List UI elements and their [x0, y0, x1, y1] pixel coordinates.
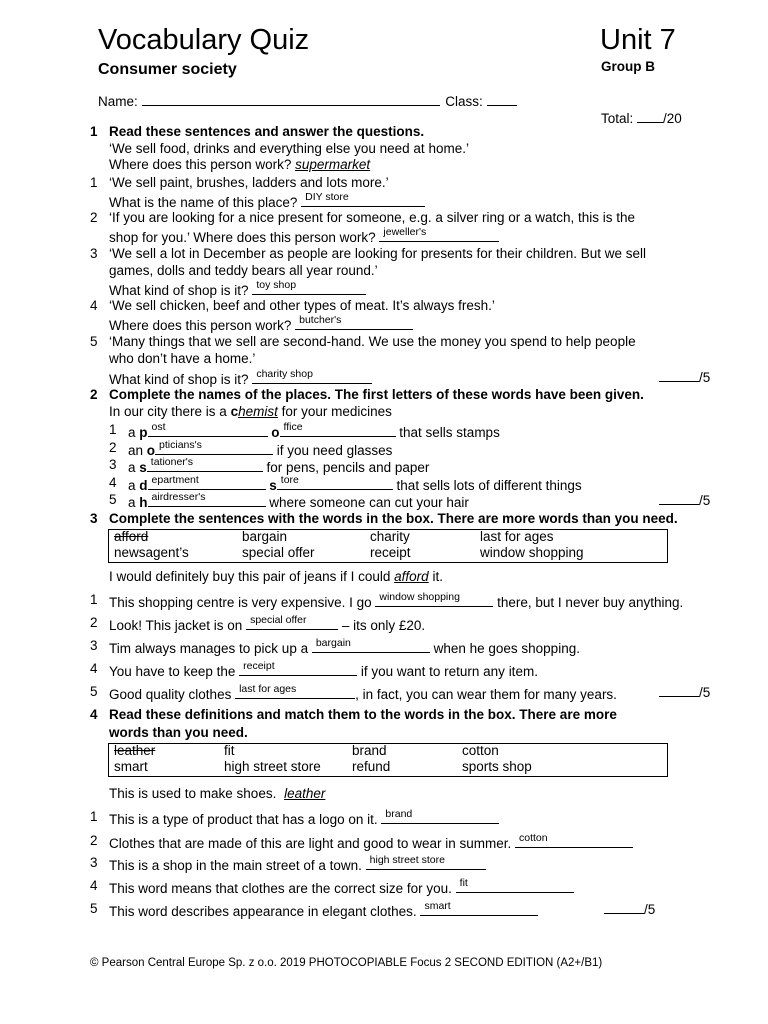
section-instruction: Read these sentences and answer the questions.	[109, 124, 425, 139]
example-pre: In our city there is a	[109, 404, 231, 419]
example-sentence	[109, 786, 325, 801]
item-number: 4	[90, 298, 98, 313]
item-sentence	[109, 855, 486, 873]
box-word: last for ages	[480, 529, 554, 544]
item-question	[109, 280, 366, 298]
box-word: bargain	[242, 529, 288, 544]
answer-field[interactable]	[246, 615, 338, 630]
item-number: 1	[90, 592, 98, 607]
item-sentence	[109, 615, 425, 633]
answer-field[interactable]	[148, 422, 268, 437]
item-number: 4	[109, 475, 117, 490]
footer-copyright: © Pearson Central Europe Sp. z o.o. 2019 PHOTOCOPIABLE Focus 2 SECOND EDITION (A2+/B1)	[90, 957, 603, 969]
item-number: 2	[90, 833, 98, 848]
score-max: /5	[644, 902, 656, 917]
box-word: leather	[114, 743, 156, 758]
item-post: if you want to return any item.	[357, 664, 538, 679]
item-pre: a	[128, 495, 140, 510]
item-pre: You have to keep the	[109, 664, 240, 679]
answer-text: cotton	[518, 832, 548, 844]
answer-text: pticians's	[159, 439, 202, 451]
item-sentence	[109, 661, 538, 679]
item-number: 4	[90, 878, 98, 893]
section-instruction: Complete the sentences with the words in the box. There are more words than you need.	[109, 511, 678, 526]
answer-field[interactable]	[277, 475, 393, 490]
answer-text: high street store	[369, 854, 445, 866]
answer-text: ost	[151, 421, 166, 433]
item-post: that sells stamps	[395, 425, 500, 440]
item-pre: a	[128, 425, 140, 440]
quiz-title: Vocabulary Quiz	[98, 24, 310, 56]
example-question	[109, 157, 370, 172]
item-sentence	[109, 684, 617, 702]
box-word: afford	[114, 529, 149, 544]
item-pre: Good quality clothes	[109, 687, 236, 702]
box-word: sports shop	[462, 759, 532, 774]
total-blank[interactable]	[637, 110, 663, 123]
first-letter: d	[139, 478, 148, 493]
section-instruction-cont: words than you need.	[109, 725, 248, 740]
answer-text: smart	[424, 900, 451, 912]
item-question	[109, 315, 413, 333]
item-sentence	[109, 833, 633, 851]
answer-field[interactable]	[375, 592, 493, 607]
example-sentence	[109, 404, 392, 419]
total-label: Total:	[601, 111, 634, 126]
answer-field[interactable]	[147, 457, 263, 472]
answer-field[interactable]	[148, 492, 266, 507]
item-post: for pens, pencils and paper	[262, 460, 430, 475]
example-answer: supermarket	[295, 157, 371, 172]
box-word: high street store	[224, 759, 321, 774]
class-blank[interactable]	[487, 93, 517, 106]
item-number: 1	[90, 809, 98, 824]
class-label: Class:	[445, 94, 483, 109]
first-letter: h	[139, 495, 148, 510]
item-number: 5	[90, 334, 98, 349]
item-pre: an	[128, 443, 147, 458]
answer-field[interactable]	[381, 809, 499, 824]
answer-text: airdresser's	[151, 491, 206, 503]
answer-field[interactable]	[301, 192, 425, 207]
item-number: 2	[109, 440, 117, 455]
item-sentence	[109, 809, 499, 827]
score-blank[interactable]	[659, 684, 699, 697]
example-post: for your medicines	[277, 404, 392, 419]
answer-field[interactable]	[366, 855, 486, 870]
example-answer: afford	[394, 569, 429, 584]
example-question-text: Where does this person work?	[109, 157, 292, 172]
item-quote: ‘We sell chicken, beef and other types of meat. It’s always fresh.’	[109, 298, 495, 313]
item-pre: a	[128, 478, 140, 493]
example-pre: This is used to make shoes.	[109, 786, 277, 801]
example-answer: leather	[284, 786, 326, 801]
section-score	[659, 369, 710, 385]
item-pre: a	[128, 460, 140, 475]
answer-text: epartment	[151, 474, 199, 486]
first-letter: o	[146, 443, 156, 458]
section-number: 2	[90, 387, 98, 402]
item-pre: This word describes appearance in elegant clothes.	[109, 904, 417, 919]
answer-field[interactable]	[280, 422, 396, 437]
total-max: /20	[663, 111, 682, 126]
item-number: 3	[90, 855, 98, 870]
box-word: smart	[114, 759, 148, 774]
answer-text: toy shop	[256, 279, 297, 291]
item-post: , in fact, you can wear them for many years.	[355, 687, 617, 702]
total-field	[601, 110, 682, 126]
item-pre: This shopping centre is very expensive. I go	[109, 595, 376, 610]
score-max: /5	[699, 370, 711, 385]
answer-field[interactable]	[252, 280, 366, 295]
item-pre: This is a shop in the main street of a town.	[109, 858, 362, 873]
example-letter: c	[230, 404, 239, 419]
answer-text: butcher's	[299, 314, 342, 326]
answer-field[interactable]	[312, 638, 430, 653]
item-question	[109, 369, 372, 387]
score-max: /5	[699, 685, 711, 700]
score-blank[interactable]	[604, 901, 644, 914]
item-number: 4	[90, 661, 98, 676]
item-number: 3	[109, 457, 117, 472]
item-number: 2	[90, 210, 98, 225]
section-score	[604, 901, 655, 917]
section-score	[659, 684, 710, 700]
answer-field[interactable]	[515, 833, 633, 848]
item-pre: This word means that clothes are the correct size for you.	[109, 881, 452, 896]
name-label: Name:	[98, 94, 138, 109]
item-quote: ‘If you are looking for a nice present for someone, e.g. a silver ring or a watch, this is the	[109, 210, 636, 225]
example-pre: I would definitely buy this pair of jeans if I could	[109, 569, 395, 584]
item-sentence	[128, 492, 469, 510]
item-number: 2	[90, 615, 98, 630]
quiz-subtitle: Consumer society	[98, 61, 237, 78]
score-blank[interactable]	[659, 492, 699, 505]
item-number: 1	[109, 422, 117, 437]
answer-text: bargain	[315, 637, 351, 649]
item-post: if you need glasses	[273, 443, 393, 458]
box-word: refund	[352, 759, 391, 774]
item-number: 5	[90, 684, 98, 699]
item-question-text: Where does this person work?	[109, 318, 292, 333]
box-word: receipt	[370, 545, 411, 560]
item-number: 3	[90, 246, 98, 261]
item-number: 5	[90, 901, 98, 916]
score-max: /5	[699, 493, 711, 508]
first-letter: s	[269, 478, 277, 493]
example-quote: ‘We sell food, drinks and everything else you need at home.’	[109, 141, 469, 156]
item-post: when he goes shopping.	[429, 641, 580, 656]
section-instruction: Read these definitions and match them to the words in the box. There are more	[109, 707, 617, 722]
answer-field[interactable]	[456, 878, 574, 893]
first-letter: o	[271, 425, 280, 440]
answer-field[interactable]	[235, 684, 355, 699]
answer-text: window shopping	[379, 591, 460, 603]
answer-text: charity shop	[256, 368, 313, 380]
section-number: 4	[90, 707, 98, 722]
item-pre: Look! This jacket is on	[109, 618, 247, 633]
answer-field[interactable]	[239, 661, 357, 676]
answer-text: tore	[280, 474, 299, 486]
unit-label: Unit 7	[600, 24, 676, 56]
item-number: 3	[90, 638, 98, 653]
item-post: where someone can cut your hair	[265, 495, 469, 510]
box-word: cotton	[462, 743, 499, 758]
item-question-text: shop for you.’ Where does this person work?	[109, 230, 376, 245]
answer-text: tationer's	[150, 456, 194, 468]
answer-text: fit	[459, 877, 468, 889]
section-number: 1	[90, 124, 98, 139]
answer-text: special offer	[250, 614, 307, 626]
box-word: brand	[352, 743, 387, 758]
example-answer: hemist	[238, 404, 278, 419]
box-word: fit	[224, 743, 235, 758]
answer-field[interactable]	[420, 901, 538, 916]
section-number: 3	[90, 511, 98, 526]
item-sentence	[109, 592, 683, 610]
item-sentence	[109, 638, 580, 656]
answer-text: jeweller's	[383, 226, 427, 238]
box-word: window shopping	[480, 545, 584, 560]
item-question	[109, 192, 425, 210]
name-field[interactable]	[98, 93, 517, 109]
item-sentence	[128, 422, 500, 440]
item-question	[109, 227, 499, 245]
item-pre: Clothes that are made of this are light and good to wear in summer.	[109, 836, 512, 851]
first-letter: p	[139, 425, 148, 440]
section-instruction: Complete the names of the places. The first letters of these words have been given.	[109, 387, 644, 402]
item-pre: Tim always manages to pick up a	[109, 641, 312, 656]
answer-field[interactable]	[379, 227, 499, 242]
item-question-text: What kind of shop is it?	[109, 372, 249, 387]
answer-field[interactable]	[295, 315, 413, 330]
answer-field[interactable]	[252, 369, 372, 384]
answer-text: receipt	[243, 660, 275, 672]
name-blank[interactable]	[142, 93, 440, 106]
item-post: – its only £20.	[338, 618, 426, 633]
item-question-text: What is the name of this place?	[109, 195, 298, 210]
item-quote: ‘Many things that we sell are second-hand. We use the money you spend to help people	[109, 334, 636, 349]
first-letter: s	[139, 460, 147, 475]
score-blank[interactable]	[659, 369, 699, 382]
item-number: 5	[109, 492, 117, 507]
box-word: newsagent’s	[114, 545, 189, 560]
item-pre: This is a type of product that has a logo on it.	[109, 812, 378, 827]
answer-text: brand	[385, 808, 413, 820]
example-sentence	[109, 569, 443, 584]
answer-text: last for ages	[239, 683, 297, 695]
answer-field[interactable]	[155, 440, 273, 455]
item-sentence	[128, 457, 429, 475]
example-post: it.	[428, 569, 443, 584]
item-number: 1	[90, 175, 98, 190]
item-sentence	[109, 878, 574, 896]
item-quote: ‘We sell a lot in December as people are looking for presents for their children. But we sell	[109, 246, 647, 261]
box-word: charity	[370, 529, 410, 544]
item-quote-cont: who don’t have a home.’	[109, 351, 256, 366]
item-sentence	[109, 901, 538, 919]
item-post: that sells lots of different things	[392, 478, 582, 493]
item-quote: ‘We sell paint, brushes, ladders and lots more.’	[109, 175, 389, 190]
item-question-text: What kind of shop is it?	[109, 283, 249, 298]
section-score	[659, 492, 710, 508]
item-quote-cont: games, dolls and teddy bears all year round.’	[109, 263, 378, 278]
answer-text: DIY store	[305, 191, 349, 203]
group-label: Group B	[601, 59, 655, 74]
box-word: special offer	[242, 545, 315, 560]
item-post: there, but I never buy anything.	[493, 595, 684, 610]
answer-text: ffice	[283, 421, 303, 433]
answer-field[interactable]	[148, 475, 266, 490]
